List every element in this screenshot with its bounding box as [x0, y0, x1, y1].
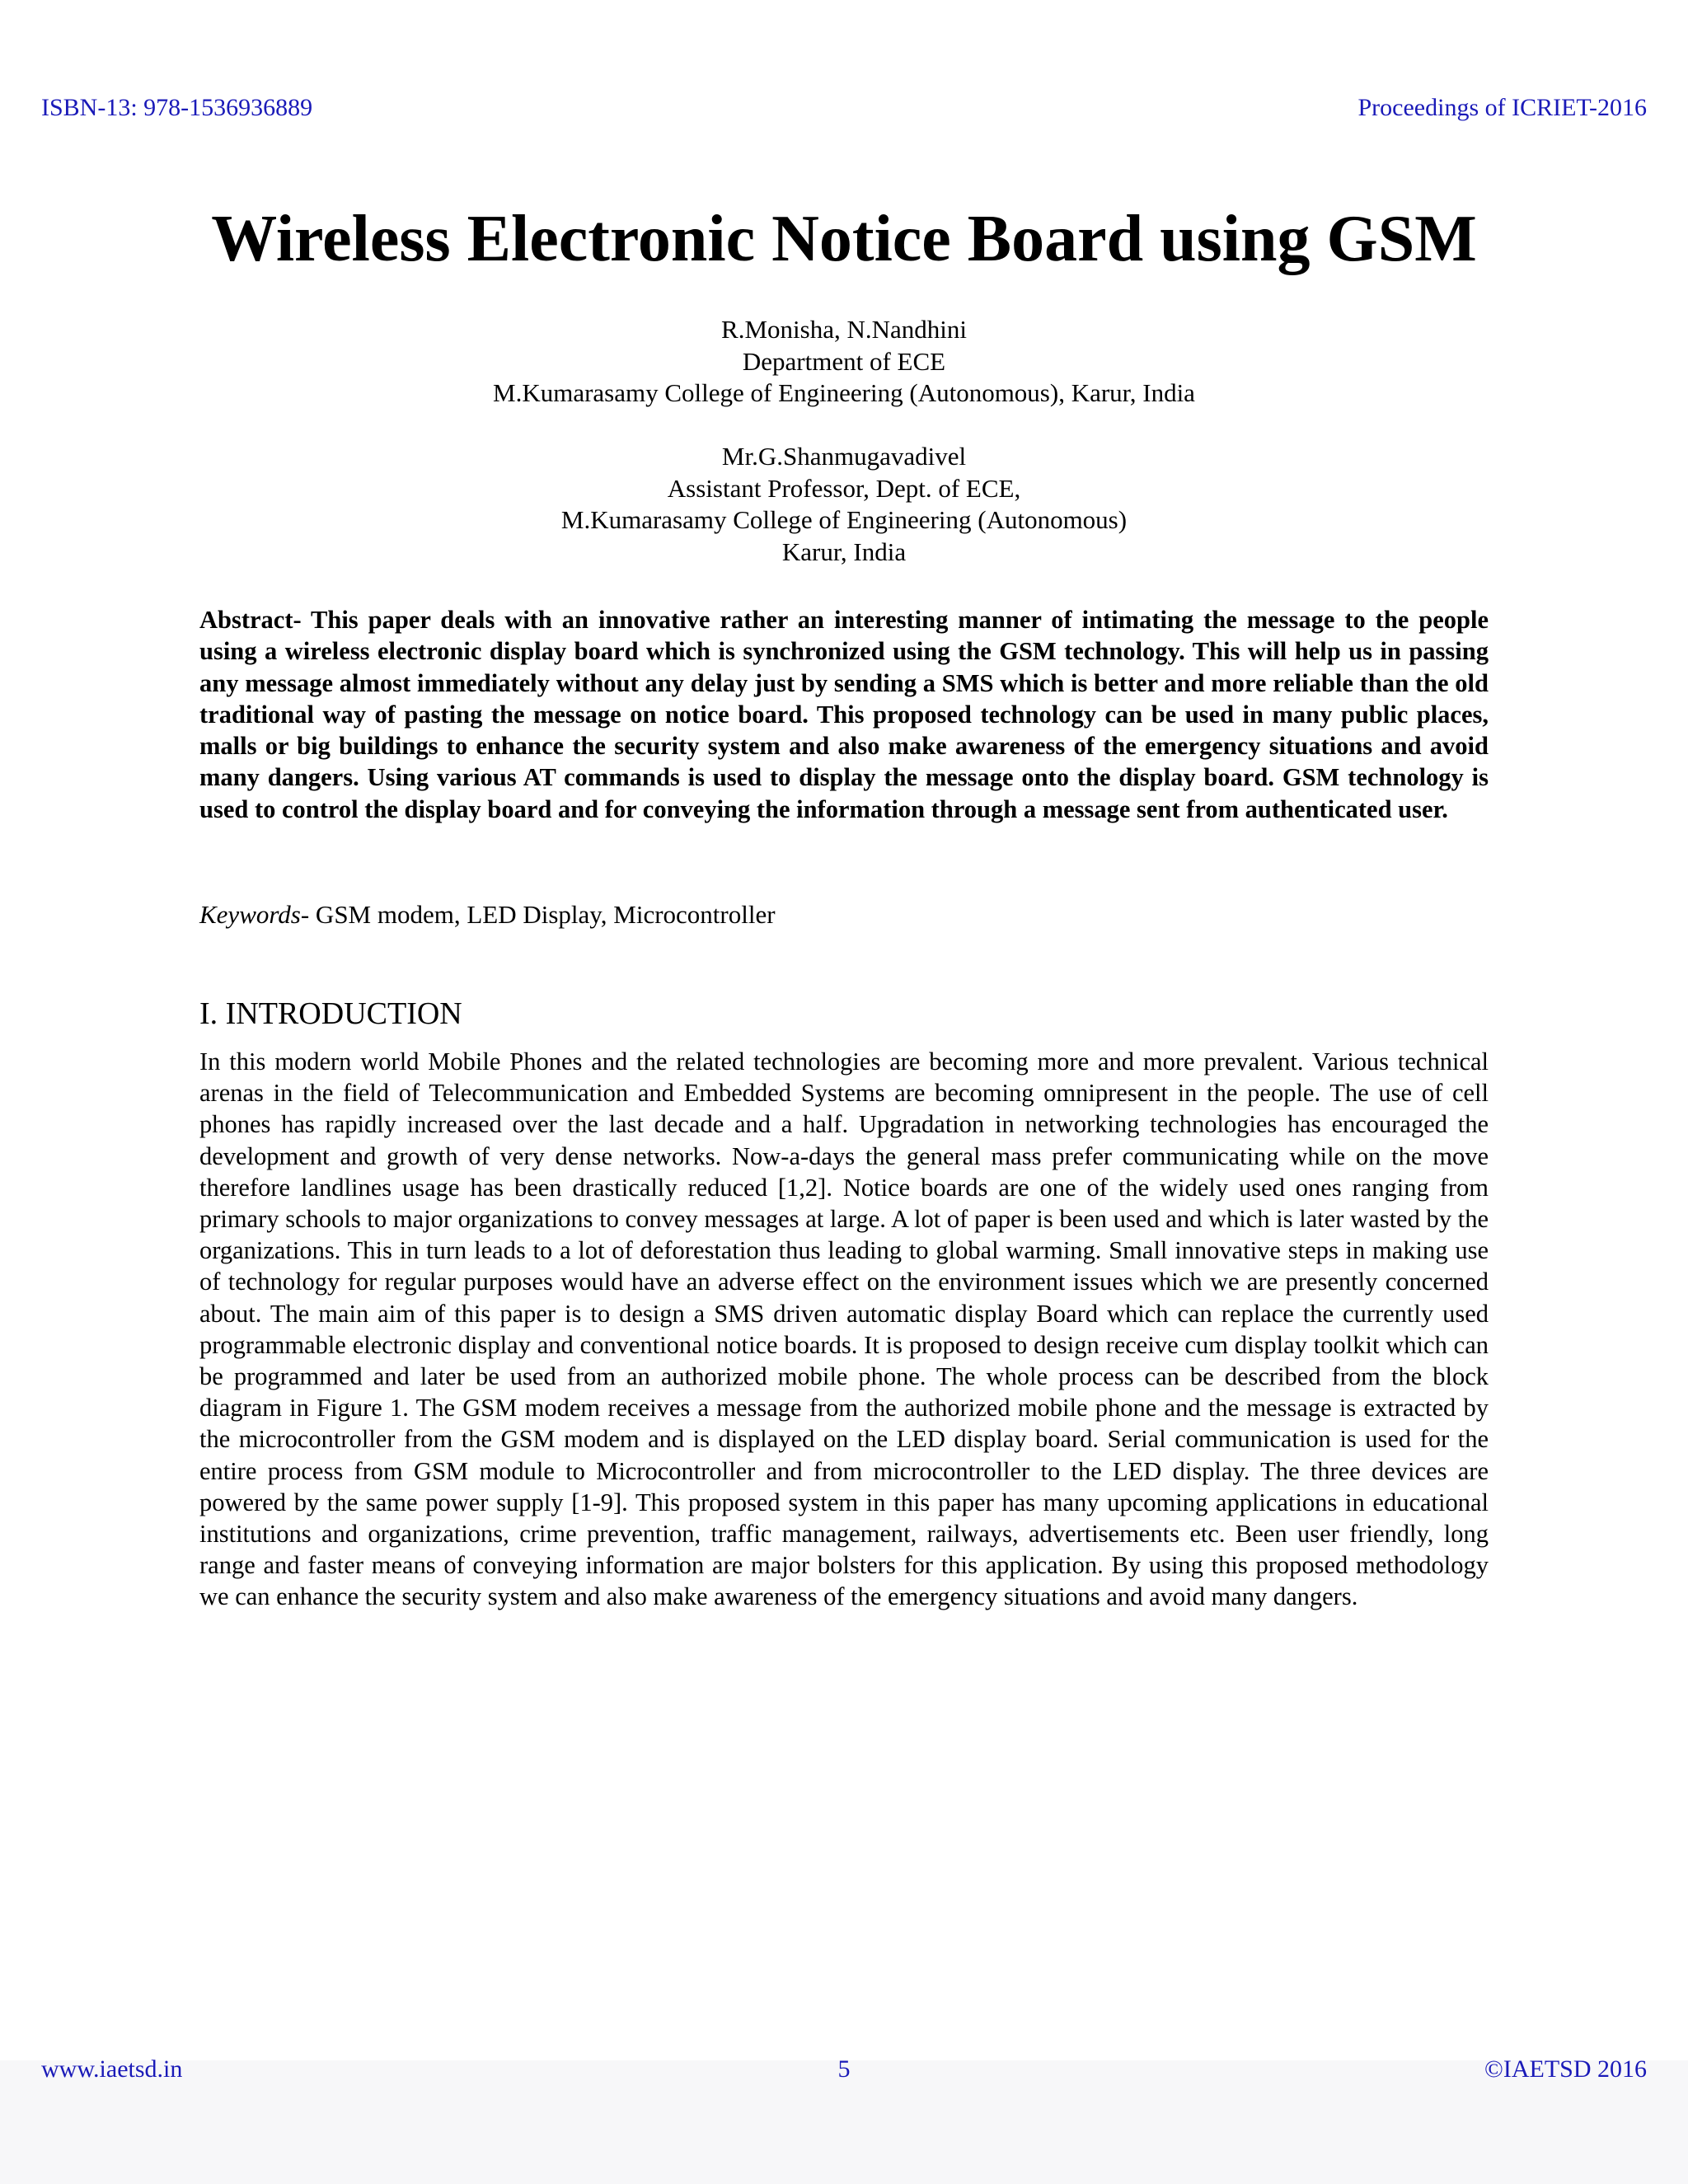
footer-copyright: ©IAETSD 2016 [1484, 2055, 1647, 2083]
keywords [199, 899, 1489, 930]
paper-title: Wireless Electronic Notice Board using GSM [211, 203, 1477, 275]
author-block-students [0, 314, 1688, 410]
author-name: Mr.G.Shanmugavadivel [721, 442, 967, 471]
author-institution: M.Kumarasamy College of Engineering (Autonomous) [560, 505, 1128, 534]
footer-website-link[interactable]: www.iaetsd.in [41, 2055, 183, 2083]
keywords-text: - GSM modem, LED Display, Microcontroller [300, 900, 776, 929]
abstract: Abstract- This paper deals with an innovative rather an interesting manner of intimating the message to the people using a wireless electronic display board which is synchronized using the GSM technology. This will help us in passing any message almost immediately without any delay just by sending a SMS which is better and more reliable than the old traditional way of pasting the message on notice board. This proposed technology can be used in many public places, malls or big buildings to enhance the security system and also make awareness of the emergency situations and avoid many dangers. Using various AT commands is used to display the message onto the display board. GSM technology is used to control the display board and for conveying the information through a message sent from authenticated user. [199, 606, 1489, 823]
author-names: R.Monisha, N.Nandhini [721, 315, 967, 344]
author-position: Assistant Professor, Dept. of ECE, [667, 473, 1021, 503]
section-heading-introduction: I. INTRODUCTION [199, 996, 462, 1031]
author-department: Department of ECE [742, 346, 946, 376]
footer-page-number: 5 [837, 2055, 851, 2083]
author-institution: M.Kumarasamy College of Engineering (Autonomous), Karur, India [493, 378, 1195, 407]
header-proceedings: Proceedings of ICRIET-2016 [1357, 94, 1647, 121]
keywords-label: Keywords [199, 900, 301, 929]
header-isbn: ISBN-13: 978-1536936889 [41, 94, 313, 121]
author-block-professor [0, 441, 1688, 568]
introduction-paragraph: In this modern world Mobile Phones and the related technologies are becoming more and more prevalent. Various technical arenas in the field of Telecommunication and Embedded Systems are becoming omnipresent in the people. The use of cell phones has rapidly increased over the last decade and a half. Upgradation in networking technologies has encouraged the development and growth of very dense networks. Now-a-days the general mass prefer communicating while on the move therefore landlines usage has been drastically reduced [1,2]. Notice boards are one of the widely used ones ranging from primary schools to major organizations to convey messages at large. A lot of paper is been used and which is later wasted by the organizations. This in turn leads to a lot of deforestation thus leading to global warming. Small innovative steps in making use of technology for regular purposes would have an adverse effect on the environment issues which we are presently concerned about. The main aim of this paper is to design a SMS driven automatic display Board which can replace the currently used programmable electronic display and conventional notice boards. It is proposed to design receive cum display toolkit which can be programmed and later be used from an authorized mobile phone. The whole process can be described from the block diagram in Figure 1. The GSM modem receives a message from the authorized mobile phone and the message is extracted by the microcontroller from the GSM modem and is displayed on the LED display board. Serial communication is used for the entire process from GSM module to Microcontroller and from microcontroller to the LED display. The three devices are powered by the same power supply [1-9]. This proposed system in this paper has many upcoming applications in educational institutions and organizations, crime prevention, traffic management, railways, advertisements etc. Been user friendly, long range and faster means of conveying information are major bolsters for this application. By using this proposed methodology we can enhance the security system and also make awareness of the emergency situations and avoid many dangers. [199, 1047, 1489, 1611]
author-location: Karur, India [781, 537, 907, 566]
